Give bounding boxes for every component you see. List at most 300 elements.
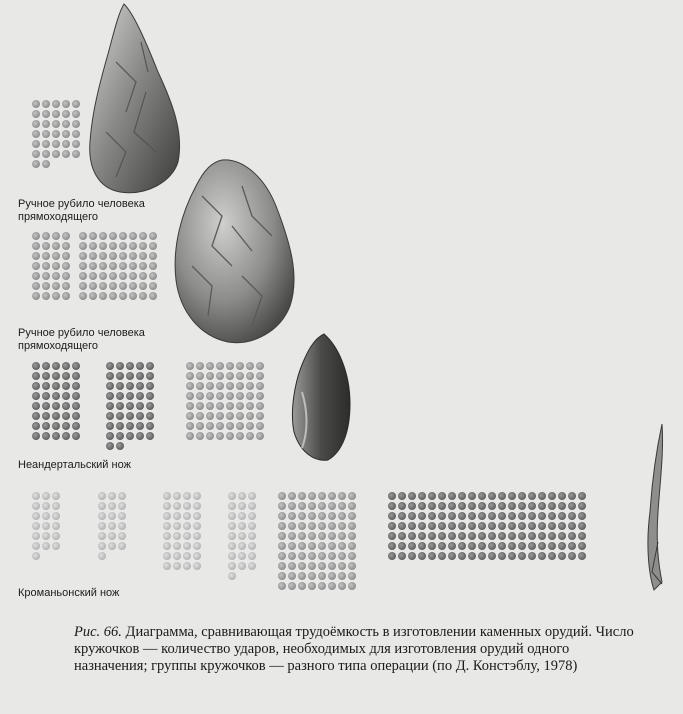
dot bbox=[79, 232, 87, 240]
caption-text: Диаграмма, сравнивающая трудоёмкость в изготовлении каменных орудий. Число кружочков — количество ударов, необходимых для изготовления орудий одного назначения; группы кружочков — разного типа операции (по Д. Констэблу, 1978) bbox=[74, 624, 634, 674]
dot bbox=[226, 422, 234, 430]
dot bbox=[328, 522, 336, 530]
dot bbox=[458, 522, 466, 530]
dot bbox=[129, 242, 137, 250]
dot bbox=[308, 512, 316, 520]
dot bbox=[62, 282, 70, 290]
row-4-group-2 bbox=[98, 492, 126, 560]
dot bbox=[528, 492, 536, 500]
dot bbox=[558, 522, 566, 530]
dot bbox=[236, 422, 244, 430]
dot bbox=[216, 372, 224, 380]
dot bbox=[498, 522, 506, 530]
dot bbox=[478, 522, 486, 530]
dot bbox=[408, 502, 416, 510]
dot bbox=[32, 382, 40, 390]
dot bbox=[89, 232, 97, 240]
dot bbox=[558, 552, 566, 560]
dot bbox=[32, 232, 40, 240]
dot bbox=[62, 120, 70, 128]
dot bbox=[418, 552, 426, 560]
dot bbox=[52, 422, 60, 430]
dot bbox=[196, 362, 204, 370]
dot bbox=[348, 532, 356, 540]
dot bbox=[136, 372, 144, 380]
row-2-group-2 bbox=[79, 232, 157, 300]
dot bbox=[193, 532, 201, 540]
dot bbox=[298, 542, 306, 550]
dot bbox=[438, 532, 446, 540]
dot bbox=[62, 422, 70, 430]
dot bbox=[52, 150, 60, 158]
dot bbox=[52, 262, 60, 270]
dot bbox=[318, 512, 326, 520]
dot bbox=[183, 542, 191, 550]
dot bbox=[149, 272, 157, 280]
dot bbox=[89, 292, 97, 300]
dot bbox=[278, 552, 286, 560]
dot bbox=[108, 522, 116, 530]
dot bbox=[498, 512, 506, 520]
dot bbox=[42, 282, 50, 290]
dot bbox=[238, 542, 246, 550]
dot bbox=[126, 392, 134, 400]
dot bbox=[42, 120, 50, 128]
dot bbox=[118, 542, 126, 550]
dot bbox=[52, 512, 60, 520]
dot bbox=[149, 282, 157, 290]
dot bbox=[216, 362, 224, 370]
dot bbox=[256, 372, 264, 380]
dot bbox=[498, 532, 506, 540]
dot bbox=[126, 432, 134, 440]
dot bbox=[72, 110, 80, 118]
dot bbox=[186, 412, 194, 420]
dot bbox=[136, 402, 144, 410]
dot bbox=[186, 392, 194, 400]
dot bbox=[246, 432, 254, 440]
dot bbox=[228, 552, 236, 560]
row-4-group-5 bbox=[278, 492, 356, 590]
dot bbox=[438, 522, 446, 530]
dot bbox=[348, 562, 356, 570]
dot bbox=[408, 492, 416, 500]
dot bbox=[119, 292, 127, 300]
dot bbox=[126, 422, 134, 430]
dot bbox=[468, 552, 476, 560]
dot bbox=[318, 582, 326, 590]
dot bbox=[308, 492, 316, 500]
dot bbox=[196, 382, 204, 390]
dot bbox=[498, 492, 506, 500]
dot bbox=[32, 402, 40, 410]
dot bbox=[256, 402, 264, 410]
dot bbox=[468, 492, 476, 500]
dot bbox=[193, 502, 201, 510]
dot bbox=[99, 282, 107, 290]
cro-magnon-blade-image bbox=[642, 422, 672, 592]
dot bbox=[163, 532, 171, 540]
dot bbox=[72, 100, 80, 108]
dot bbox=[136, 432, 144, 440]
dot bbox=[139, 242, 147, 250]
dot bbox=[42, 130, 50, 138]
dot bbox=[149, 262, 157, 270]
dot bbox=[119, 262, 127, 270]
dot bbox=[119, 282, 127, 290]
dot bbox=[116, 372, 124, 380]
dot bbox=[498, 552, 506, 560]
dot bbox=[338, 492, 346, 500]
dot bbox=[458, 502, 466, 510]
dot bbox=[288, 532, 296, 540]
dot bbox=[278, 522, 286, 530]
row-1-label: Ручное рубило человека прямоходящего bbox=[18, 198, 145, 223]
dot bbox=[79, 242, 87, 250]
dot bbox=[408, 552, 416, 560]
dot bbox=[238, 522, 246, 530]
dot bbox=[478, 502, 486, 510]
dot bbox=[119, 272, 127, 280]
dot bbox=[62, 150, 70, 158]
dot bbox=[163, 542, 171, 550]
dot bbox=[318, 522, 326, 530]
dot bbox=[548, 552, 556, 560]
dot bbox=[193, 512, 201, 520]
dot bbox=[99, 252, 107, 260]
dot bbox=[418, 492, 426, 500]
dot bbox=[488, 512, 496, 520]
dot bbox=[62, 242, 70, 250]
dot bbox=[328, 512, 336, 520]
dot bbox=[62, 382, 70, 390]
dot bbox=[62, 362, 70, 370]
dot bbox=[139, 262, 147, 270]
dot bbox=[108, 502, 116, 510]
dot bbox=[99, 232, 107, 240]
dot bbox=[206, 422, 214, 430]
dot bbox=[52, 140, 60, 148]
dot bbox=[238, 502, 246, 510]
dot bbox=[438, 502, 446, 510]
dot bbox=[428, 542, 436, 550]
dot bbox=[62, 232, 70, 240]
dot bbox=[42, 140, 50, 148]
dot bbox=[518, 532, 526, 540]
dot bbox=[288, 572, 296, 580]
dot bbox=[98, 532, 106, 540]
dot bbox=[193, 522, 201, 530]
dot bbox=[278, 512, 286, 520]
dot bbox=[308, 562, 316, 570]
dot bbox=[468, 522, 476, 530]
dot bbox=[246, 382, 254, 390]
dot bbox=[196, 432, 204, 440]
dot bbox=[116, 402, 124, 410]
dot bbox=[32, 422, 40, 430]
dot bbox=[183, 492, 191, 500]
dot bbox=[348, 582, 356, 590]
dot bbox=[32, 522, 40, 530]
dot bbox=[236, 382, 244, 390]
dot bbox=[328, 502, 336, 510]
dot bbox=[578, 492, 586, 500]
hand-axe-1-image bbox=[86, 2, 186, 198]
dot bbox=[298, 522, 306, 530]
dot bbox=[126, 362, 134, 370]
dot bbox=[568, 502, 576, 510]
dot bbox=[149, 232, 157, 240]
dot bbox=[109, 292, 117, 300]
dot bbox=[183, 532, 191, 540]
dot bbox=[183, 502, 191, 510]
dot bbox=[228, 532, 236, 540]
dot bbox=[348, 542, 356, 550]
dot bbox=[52, 502, 60, 510]
dot bbox=[32, 362, 40, 370]
dot bbox=[72, 412, 80, 420]
dot bbox=[288, 512, 296, 520]
dot bbox=[256, 382, 264, 390]
dot bbox=[42, 232, 50, 240]
dot bbox=[173, 512, 181, 520]
dot bbox=[118, 532, 126, 540]
dot bbox=[408, 542, 416, 550]
dot bbox=[226, 362, 234, 370]
dot bbox=[183, 562, 191, 570]
dot bbox=[338, 562, 346, 570]
dot bbox=[106, 422, 114, 430]
dot bbox=[62, 272, 70, 280]
dot bbox=[448, 542, 456, 550]
dot bbox=[308, 532, 316, 540]
dot bbox=[246, 422, 254, 430]
dot bbox=[558, 532, 566, 540]
dot bbox=[42, 432, 50, 440]
dot bbox=[288, 562, 296, 570]
dot bbox=[528, 532, 536, 540]
dot bbox=[216, 382, 224, 390]
dot bbox=[508, 542, 516, 550]
dot bbox=[32, 412, 40, 420]
dot bbox=[328, 562, 336, 570]
row-4-group-4 bbox=[228, 492, 256, 580]
dot bbox=[72, 362, 80, 370]
dot bbox=[298, 502, 306, 510]
dot bbox=[109, 282, 117, 290]
dot bbox=[418, 532, 426, 540]
dot bbox=[42, 362, 50, 370]
dot bbox=[338, 512, 346, 520]
dot bbox=[32, 252, 40, 260]
dot bbox=[62, 140, 70, 148]
dot bbox=[428, 552, 436, 560]
dot bbox=[79, 272, 87, 280]
dot bbox=[236, 432, 244, 440]
dot bbox=[236, 372, 244, 380]
dot bbox=[458, 512, 466, 520]
dot bbox=[238, 492, 246, 500]
dot bbox=[388, 492, 396, 500]
dot bbox=[79, 282, 87, 290]
dot bbox=[448, 522, 456, 530]
dot bbox=[62, 372, 70, 380]
dot bbox=[216, 422, 224, 430]
dot bbox=[89, 262, 97, 270]
dot bbox=[288, 582, 296, 590]
dot bbox=[568, 512, 576, 520]
dot bbox=[108, 512, 116, 520]
dot bbox=[328, 492, 336, 500]
dot bbox=[52, 292, 60, 300]
dot bbox=[72, 130, 80, 138]
dot bbox=[42, 150, 50, 158]
dot bbox=[318, 542, 326, 550]
dot bbox=[52, 542, 60, 550]
dot bbox=[298, 582, 306, 590]
dot bbox=[518, 492, 526, 500]
dot bbox=[52, 232, 60, 240]
dot bbox=[438, 552, 446, 560]
dot bbox=[458, 552, 466, 560]
dot bbox=[338, 532, 346, 540]
dot bbox=[448, 492, 456, 500]
dot bbox=[478, 492, 486, 500]
dot bbox=[72, 150, 80, 158]
dot bbox=[98, 492, 106, 500]
dot bbox=[228, 502, 236, 510]
dot bbox=[196, 412, 204, 420]
dot bbox=[106, 392, 114, 400]
dot bbox=[52, 492, 60, 500]
dot bbox=[32, 100, 40, 108]
dot bbox=[558, 542, 566, 550]
dot bbox=[246, 392, 254, 400]
dot bbox=[42, 422, 50, 430]
dot bbox=[458, 542, 466, 550]
dot bbox=[72, 120, 80, 128]
figure-number: Рис. 66. bbox=[74, 624, 122, 640]
dot bbox=[62, 252, 70, 260]
dot bbox=[578, 522, 586, 530]
dot bbox=[116, 362, 124, 370]
dot bbox=[196, 422, 204, 430]
dot bbox=[318, 552, 326, 560]
dot bbox=[388, 522, 396, 530]
dot bbox=[98, 542, 106, 550]
dot bbox=[278, 532, 286, 540]
dot bbox=[146, 402, 154, 410]
dot bbox=[109, 242, 117, 250]
dot bbox=[106, 412, 114, 420]
dot bbox=[428, 532, 436, 540]
dot bbox=[42, 242, 50, 250]
dot bbox=[52, 532, 60, 540]
dot bbox=[183, 552, 191, 560]
dot bbox=[42, 492, 50, 500]
dot bbox=[32, 160, 40, 168]
dot bbox=[32, 532, 40, 540]
dot bbox=[42, 252, 50, 260]
dot bbox=[288, 542, 296, 550]
dot bbox=[568, 492, 576, 500]
dot bbox=[308, 522, 316, 530]
dot bbox=[248, 492, 256, 500]
row-3-group-3 bbox=[186, 362, 264, 440]
hand-axe-2-image bbox=[172, 156, 302, 348]
dot bbox=[173, 492, 181, 500]
dot bbox=[62, 402, 70, 410]
dot bbox=[548, 522, 556, 530]
dot bbox=[62, 412, 70, 420]
dot bbox=[538, 512, 546, 520]
dot bbox=[236, 402, 244, 410]
dot bbox=[149, 252, 157, 260]
dot bbox=[438, 492, 446, 500]
dot bbox=[163, 512, 171, 520]
dot bbox=[518, 522, 526, 530]
dot bbox=[206, 362, 214, 370]
dot bbox=[206, 392, 214, 400]
dot bbox=[32, 242, 40, 250]
dot bbox=[52, 252, 60, 260]
row-4-label: Кроманьонский нож bbox=[18, 587, 120, 599]
dot bbox=[62, 100, 70, 108]
dot bbox=[228, 572, 236, 580]
dot bbox=[528, 502, 536, 510]
dot bbox=[228, 542, 236, 550]
dot bbox=[238, 512, 246, 520]
dot bbox=[196, 392, 204, 400]
dot bbox=[52, 432, 60, 440]
neanderthal-knife-image bbox=[288, 332, 358, 464]
dot bbox=[72, 422, 80, 430]
dot bbox=[518, 512, 526, 520]
dot bbox=[129, 272, 137, 280]
dot bbox=[89, 242, 97, 250]
dot bbox=[518, 542, 526, 550]
dot bbox=[42, 160, 50, 168]
dot bbox=[278, 492, 286, 500]
dot bbox=[288, 492, 296, 500]
dot bbox=[129, 262, 137, 270]
dot bbox=[193, 492, 201, 500]
dot bbox=[398, 532, 406, 540]
dot bbox=[163, 492, 171, 500]
dot bbox=[538, 532, 546, 540]
dot bbox=[193, 562, 201, 570]
dot bbox=[448, 552, 456, 560]
dot bbox=[348, 552, 356, 560]
dot bbox=[508, 522, 516, 530]
dot bbox=[246, 372, 254, 380]
dot bbox=[578, 512, 586, 520]
dot bbox=[109, 232, 117, 240]
dot bbox=[196, 402, 204, 410]
dot bbox=[568, 542, 576, 550]
dot bbox=[328, 552, 336, 560]
dot bbox=[129, 252, 137, 260]
dot bbox=[42, 262, 50, 270]
dot bbox=[248, 502, 256, 510]
dot bbox=[136, 392, 144, 400]
dot bbox=[318, 532, 326, 540]
dot bbox=[109, 252, 117, 260]
dot bbox=[42, 412, 50, 420]
dot bbox=[186, 372, 194, 380]
dot bbox=[338, 572, 346, 580]
dot bbox=[538, 542, 546, 550]
